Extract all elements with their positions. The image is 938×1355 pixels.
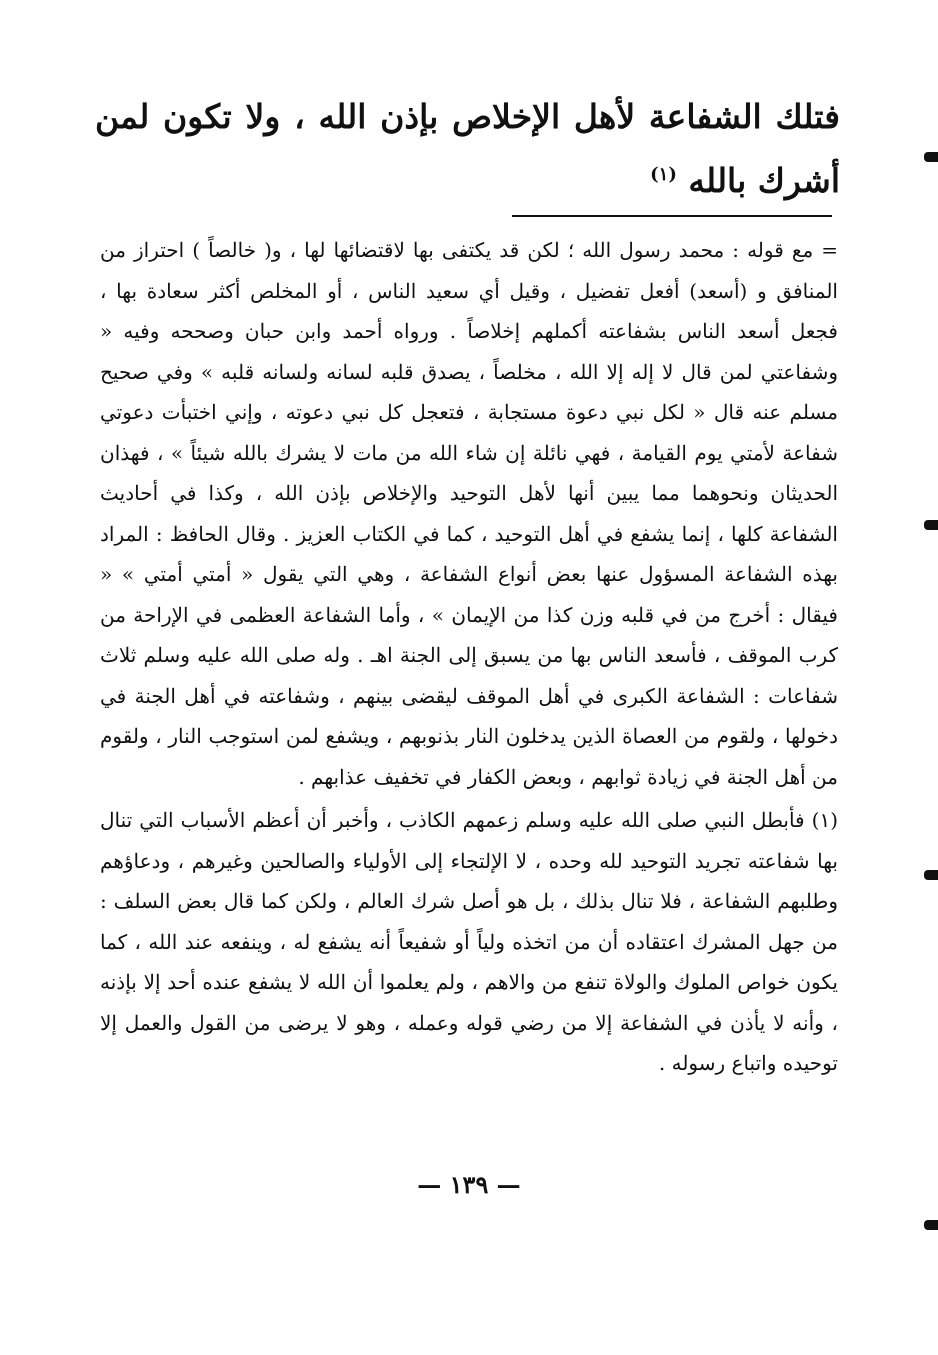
margin-mark bbox=[924, 870, 938, 880]
main-footnote-ref: (١) bbox=[650, 164, 677, 185]
footnotes bbox=[100, 230, 838, 1087]
footnote-separator bbox=[512, 215, 832, 217]
page-number: — ١٣٩ — bbox=[417, 1170, 521, 1199]
main-text bbox=[95, 88, 840, 210]
margin-mark bbox=[924, 520, 938, 530]
margin-mark bbox=[924, 1220, 938, 1230]
footnote-1: (١) فأبطل النبي صلى الله عليه وسلم زعمهم الكاذب ، وأخبر أن أعظم الأسباب التي تنال بها شفاعته تجريد التوحيد لله وحده ، لا الإلتجاء إلى الأولياء والصالحين وغيرهم ، ودعاؤهم وطلبهم الشفاعة ، فلا تنال بذلك ، بل هو أصل شرك العالم ، ولكن كما قال بعض السلف : من جهل المشرك اعتقاده أن من اتخذه ولياً أو شفيعاً أنه يشفع له ، وينفعه عند الله ، كما يكون خواص الملوك والولاة تنفع من والاهم ، ولم يعلموا أن الله لا يشفع عنده أحد إلا بإذنه ، وأنه لا يأذن في الشفاعة إلا من رضي قوله وعمله ، وهو لا يرضى من القول والعمل إلا توحيده واتباع رسوله . bbox=[100, 808, 838, 1075]
main-text-body: فتلك الشفاعة لأهل الإخلاص بإذن الله ، ولا تكون لمن أشرك بالله bbox=[95, 97, 840, 200]
footnote-continued: = مع قوله : محمد رسول الله ؛ لكن قد يكتفى بها لاقتضائها لها ، و( خالصاً ) احتراز من المنافق و (أسعد) أفعل تفضيل ، وقيل أي سعيد الناس ، أو المخلص أكثر سعادة بها ، فجعل أسعد الناس بشفاعته أكملهم إخلاصاً . ورواه أحمد وابن حبان وصححه وفيه « وشفاعتي لمن قال لا إله إلا الله ، مخلصاً ، يصدق قلبه لسانه ولسانه قلبه » وفي صحيح مسلم عنه قال « لكل نبي دعوة مستجابة ، فتعجل كل نبي دعوته ، وإني اختبأت دعوتي شفاعة لأمتي يوم القيامة ، فهي نائلة إن شاء الله من مات لا يشرك بالله شيئاً » ، فهذان الحديثان ونحوهما مما يبين أنها لأهل التوحيد والإخلاص بإذن الله ، وكذا في أحاديث الشفاعة كلها ، إنما يشفع في أهل التوحيد ، كما في الكتاب العزيز . وقال الحافظ : المراد بهذه الشفاعة المسؤول عنها بعض أنواع الشفاعة ، وهي التي يقول « أمتي أمتي » « فيقال : أخرج من في قلبه وزن كذا من الإيمان » ، وأما الشفاعة العظمى في الإراحة من كرب الموقف ، فأسعد الناس بها من يسبق إلى الجنة اهـ . وله صلى الله عليه وسلم ثلاث شفاعات : الشفاعة الكبرى في أهل الموقف ليقضى بينهم ، وشفاعته في أهل الجنة في دخولها ، ولقوم من العصاة الذين يدخلون النار بذنوبهم ، ويشفع لمن استوجب النار ، ولقوم من أهل الجنة في زيادة ثوابهم ، وبعض الكفار في تخفيف عذابهم . bbox=[100, 238, 838, 789]
margin-mark bbox=[924, 152, 938, 162]
